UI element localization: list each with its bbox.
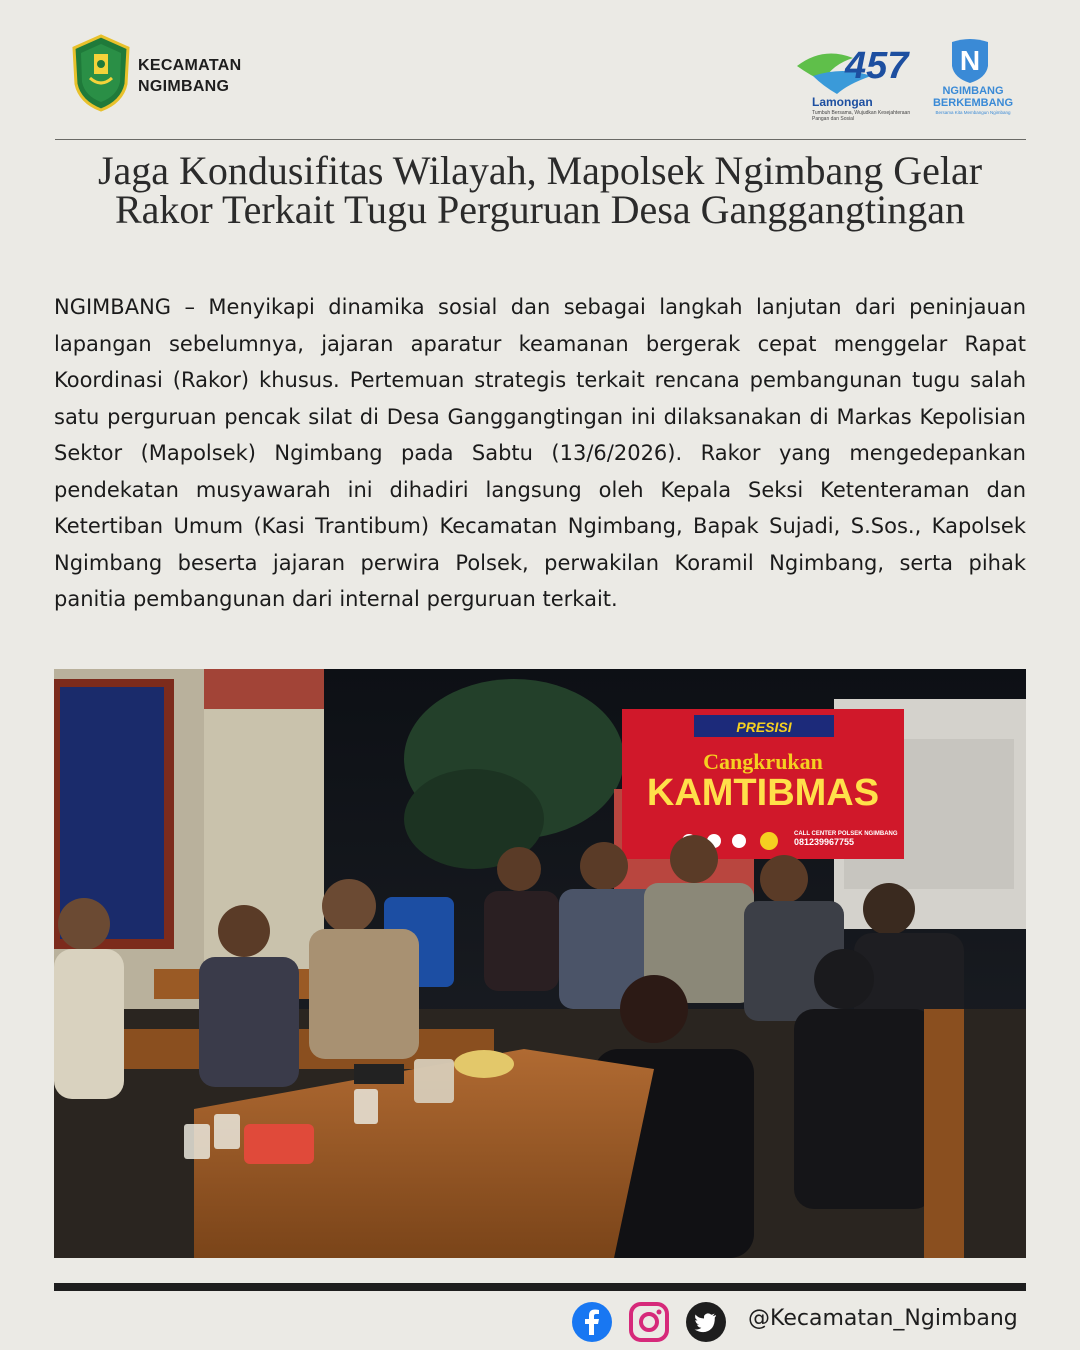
kabupaten-crest-logo [70, 34, 132, 112]
ngimbang-tagline: Bersama Kita Membangun Ngimbang [935, 110, 1011, 115]
ngimbang-logo-letter: N [959, 45, 981, 76]
ngimbang-berkembang-logo [948, 36, 992, 84]
org-name-line1: KECAMATAN [138, 57, 242, 74]
footer-divider [54, 1283, 1026, 1291]
banner-line2: KAMTIBMAS [646, 772, 880, 814]
banner-phone: 081239967755 [794, 837, 855, 847]
header-divider [55, 139, 1026, 140]
meeting-photo [54, 669, 1026, 1258]
social-handle[interactable]: @Kecamatan_Ngimbang [748, 1306, 1018, 1331]
facebook-icon[interactable] [572, 1302, 612, 1342]
header [0, 0, 1080, 130]
org-name-line2: NGIMBANG [138, 78, 230, 95]
twitter-icon[interactable] [686, 1302, 726, 1342]
instagram-icon[interactable] [629, 1302, 669, 1342]
banner-callcenter: CALL CENTER POLSEK NGIMBANG [794, 831, 898, 837]
org-name [138, 55, 241, 97]
lamongan-name: Lamongan [812, 95, 873, 109]
ngimbang-name-line1: NGIMBANG [942, 85, 1004, 97]
banner-line1: Cangkrukan [703, 749, 823, 774]
ngimbang-berkembang-name [928, 85, 1018, 109]
article-body: NGIMBANG – Menyikapi dinamika sosial dan sebagai langkah lanjutan dari peninjauan lapangan sebelumnya, jajaran aparatur keamanan bergerak cepat menggelar Rapat Koordinasi (Rakor) khusus. Pertemuan strategis terkait rencana pembangunan tugu salah satu perguruan pencak silat di Desa Ganggangtingan ini dilaksanakan di Markas Kepolisian Sektor (Mapolsek) Ngimbang pada Sabtu (13/6/2026). Rakor yang mengedepankan pendekatan musyawarah ini dihadiri langsung oleh Kepala Seksi Ketenteraman dan Ketertiban Umum (Kasi Trantibum) Kecamatan Ngimbang, Bapak Sujadi, S.Sos., Kapolsek Ngimbang beserta jajaran perwira Polsek, perwakilan Koramil Ngimbang, serta pihak panitia pembangunan dari internal perguruan terkait. [54, 295, 1026, 611]
banner-presisi-text: PRESISI [736, 719, 792, 735]
lamongan-logo-number: 457 [845, 45, 909, 87]
ngimbang-name-line2: BERKEMBANG [932, 97, 1014, 109]
lamongan-tagline: Tumbuh Bersama, Wujudkan Kesejahteraan Pangan dan Sosial [812, 110, 911, 122]
article-title: Jaga Kondusifitas Wilayah, Mapolsek Ngimbang Gelar Rakor Terkait Tugu Perguruan Desa Ganggangtingan [97, 148, 983, 232]
